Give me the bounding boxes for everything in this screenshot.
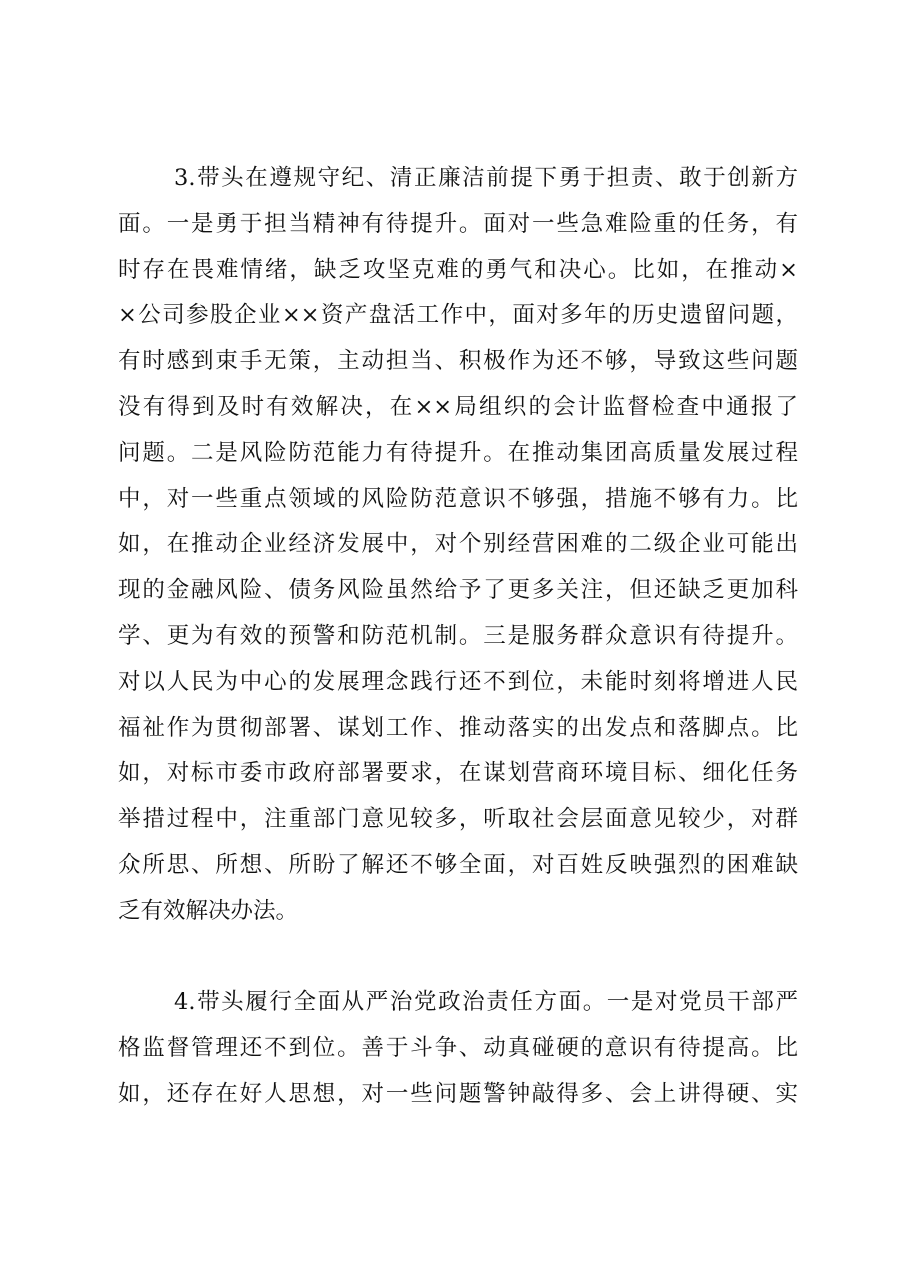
text-line: 现的金融风险、债务风险虽然给予了更多关注，但还缺乏更加科 — [118, 577, 798, 604]
text-line: 面。一是勇于担当精神有待提升。面对一些急难险重的任务，有 — [118, 210, 798, 237]
text-line: 时存在畏难情绪，缺乏攻坚克难的勇气和决心。比如，在推动× — [118, 256, 798, 283]
text-line: 中，对一些重点领域的风险防范意识不够强，措施不够有力。比 — [118, 485, 798, 512]
text-line: 学、更为有效的预警和防范机制。三是服务群众意识有待提升。 — [118, 622, 798, 649]
text-line: 问题。二是风险防范能力有待提升。在推动集团高质量发展过程 — [118, 439, 798, 466]
text-line: 有时感到束手无策，主动担当、积极作为还不够，导致这些问题 — [118, 348, 798, 375]
text-line: 没有得到及时有效解决，在××局组织的会计监督检查中通报了 — [118, 393, 798, 420]
text-line: 众所思、所想、所盼了解还不够全面，对百姓反映强烈的困难缺 — [118, 851, 798, 878]
text-line: 格监督管理还不到位。善于斗争、动真碰硬的意识有待提高。比 — [118, 1034, 798, 1061]
text-line: 举措过程中，注重部门意见较多，听取社会层面意见较少，对群 — [118, 806, 798, 833]
text-line: 福祉作为贯彻部署、谋划工作、推动落实的出发点和落脚点。比 — [118, 714, 798, 741]
text-line: 如，还存在好人思想，对一些问题警钟敲得多、会上讲得硬、实 — [118, 1080, 798, 1107]
paragraph-section-3 — [118, 156, 798, 935]
text-line: 如，对标市委市政府部署要求，在谋划营商环境目标、细化任务 — [118, 760, 798, 787]
text-line: 乏有效解决办法。 — [118, 897, 299, 924]
text-line: 对以人民为中心的发展理念践行还不到位，未能时刻将增进人民 — [118, 668, 798, 695]
paragraph-section-4 — [118, 980, 798, 1117]
text-line: ×公司参股企业××资产盘活工作中，面对多年的历史遗留问题， — [118, 302, 798, 329]
text-line: 如，在推动企业经济发展中，对个别经营困难的二级企业可能出 — [118, 531, 798, 558]
text-line: 4.带头履行全面从严治党政治责任方面。一是对党员干部严 — [174, 989, 798, 1015]
text-line: 3.带头在遵规守纪、清正廉洁前提下勇于担责、敢于创新方 — [174, 165, 798, 191]
